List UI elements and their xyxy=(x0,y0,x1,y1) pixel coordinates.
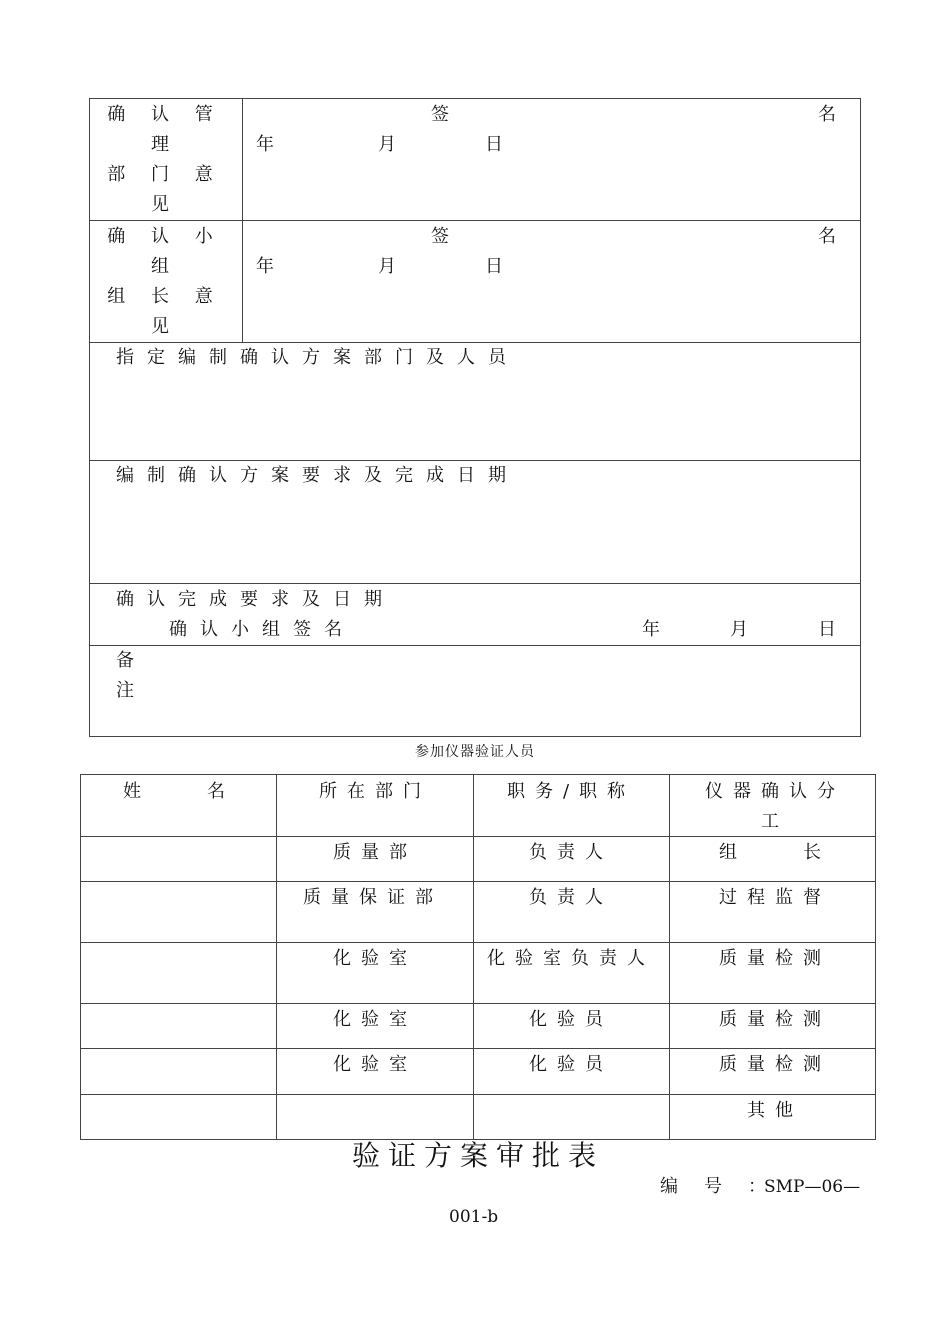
completion-date-year: 年 xyxy=(642,619,670,640)
remark-label-line-2: 注 xyxy=(116,680,144,701)
row-divider xyxy=(80,1003,876,1004)
management-opinion-label-line-3: 部 门 意 xyxy=(107,164,223,185)
team-leader-opinion-label-line-2: 组 xyxy=(151,256,179,277)
document-number-value: SMP—06— xyxy=(764,1177,861,1197)
management-opinion-label-line-4: 见 xyxy=(151,194,179,215)
cell-department: 质量保证部 xyxy=(303,887,443,908)
form-title: 验证方案审批表 xyxy=(352,1139,605,1172)
cell-role: 其他 xyxy=(747,1100,803,1121)
cell-position: 负责人 xyxy=(529,842,613,863)
row-divider xyxy=(89,583,861,584)
team-leader-date-year: 年 xyxy=(256,256,284,277)
row-divider xyxy=(80,942,876,943)
cell-position: 负责人 xyxy=(529,887,613,908)
completion-date-month: 月 xyxy=(730,619,758,640)
header-name: 姓 名 xyxy=(123,781,235,802)
management-signature-label-end: 名 xyxy=(818,104,846,125)
header-position: 职务/职称 xyxy=(506,781,636,802)
management-date-day: 日 xyxy=(485,134,513,155)
cell-position: 化验员 xyxy=(529,1009,613,1030)
cell-role: 组 长 xyxy=(719,842,831,863)
team-leader-signature-label-end: 名 xyxy=(818,226,846,247)
protocol-requirement-label: 编制确认方案要求及完成日期 xyxy=(116,465,519,486)
row-divider xyxy=(89,645,861,646)
completion-requirement-label: 确认完成要求及日期 xyxy=(116,589,395,610)
management-opinion-label-line-2: 理 xyxy=(151,134,179,155)
header-department: 所在部门 xyxy=(319,781,431,802)
cell-department: 化验室 xyxy=(333,948,417,969)
cell-role: 过程监督 xyxy=(719,887,831,908)
remark-label-line-1: 备 xyxy=(116,650,144,671)
personnel-table-caption: 参加仪器验证人员 xyxy=(415,744,535,760)
completion-date-day: 日 xyxy=(818,619,846,640)
team-leader-date-month: 月 xyxy=(378,256,406,277)
row-divider xyxy=(80,1048,876,1049)
management-date-year: 年 xyxy=(256,134,284,155)
management-date-month: 月 xyxy=(378,134,406,155)
row-divider xyxy=(89,220,861,221)
cell-role: 质量检测 xyxy=(719,1009,831,1030)
team-leader-opinion-label-line-1: 确 认 小 xyxy=(107,226,223,247)
column-divider xyxy=(276,774,277,1140)
row-divider xyxy=(80,881,876,882)
cell-role: 质量检测 xyxy=(719,1054,831,1075)
team-leader-date-day: 日 xyxy=(485,256,513,277)
column-divider xyxy=(669,774,670,1140)
row-divider xyxy=(80,1094,876,1095)
cell-position: 化验室负责人 xyxy=(487,948,655,969)
cell-department: 质量部 xyxy=(333,842,417,863)
cell-department: 化验室 xyxy=(333,1009,417,1030)
management-opinion-label-line-1: 确 认 管 xyxy=(107,104,223,125)
management-signature-label: 签 xyxy=(431,104,459,125)
header-role: 仪器确认分工 xyxy=(705,781,845,832)
team-signature-label: 确认小组签名 xyxy=(169,619,355,640)
team-leader-signature-label: 签 xyxy=(431,226,459,247)
assign-department-personnel-label: 指定编制确认方案部门及人员 xyxy=(116,347,519,368)
team-leader-opinion-label-line-4: 见 xyxy=(151,316,179,337)
document-number-label: 编 号 ： xyxy=(660,1176,770,1197)
team-leader-opinion-label-line-3: 组 长 意 xyxy=(107,286,223,307)
cell-position: 化验员 xyxy=(529,1054,613,1075)
cell-department: 化验室 xyxy=(333,1054,417,1075)
column-divider xyxy=(473,774,474,1140)
document-number-suffix: 001-b xyxy=(449,1207,499,1227)
cell-role: 质量检测 xyxy=(719,948,831,969)
column-divider xyxy=(242,98,243,342)
